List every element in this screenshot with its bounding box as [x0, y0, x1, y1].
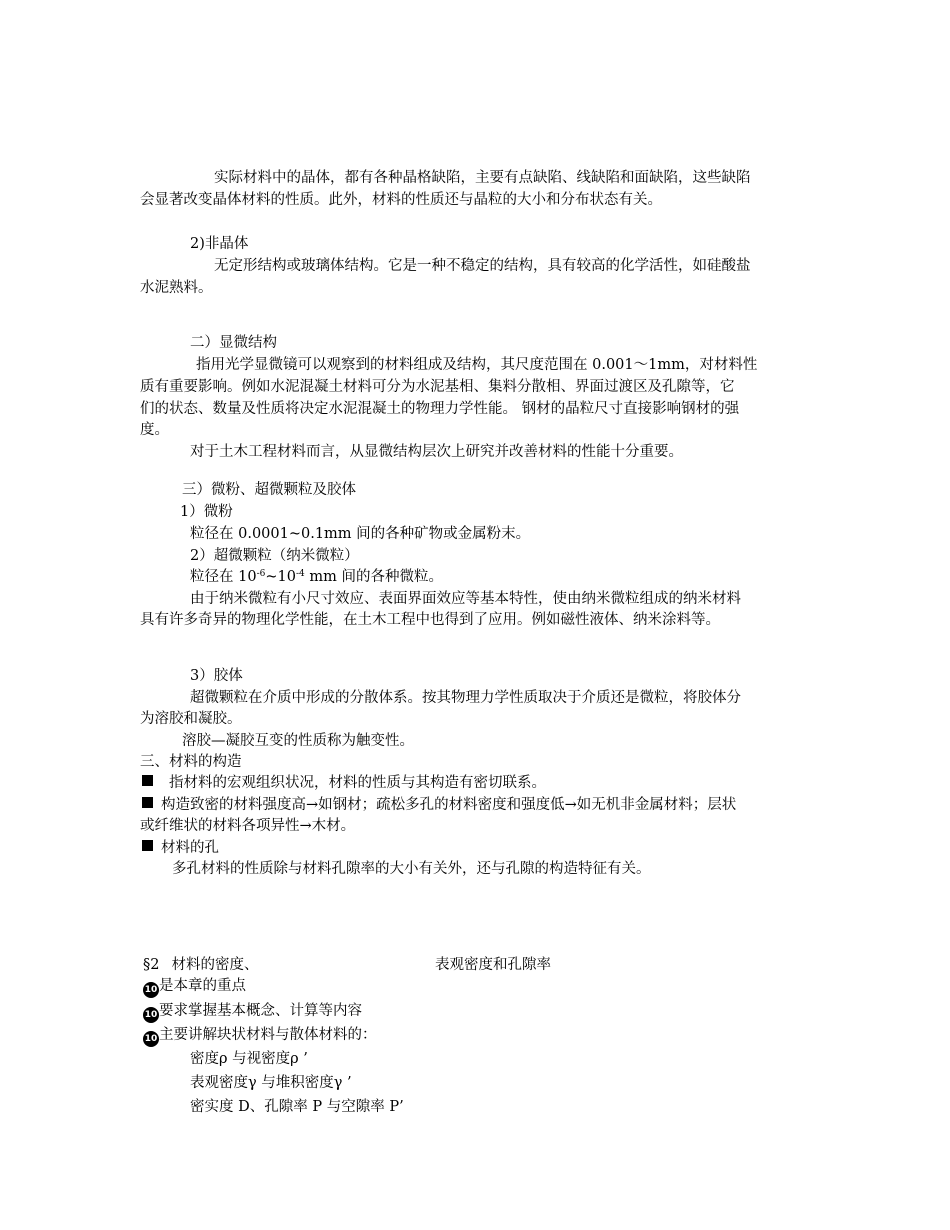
powder-sub2-text: 粒径在 $10^{-6}\sim 10^{-4}$ mm 间的各种微粒。 — [190, 569, 443, 585]
powder-sub2-heading: 2）超微颗粒（纳米微粒） — [190, 548, 359, 564]
square-bullet-icon — [142, 775, 153, 786]
nano-line-2: 具有许多奇异的物理化学性能，在土木工程中也得到了应用。例如磁性液体、纳米涂料等。 — [140, 612, 720, 628]
amorphous-line-1: 无定形结构或玻璃体结构。它是一种不稳定的结构，具有较高的化学活性，如硅酸盐 — [214, 258, 751, 274]
section-2-item-1: 10 是本章的重点 — [143, 976, 246, 998]
section-2-heading: §2 材料的密度、 — [143, 957, 259, 973]
microstructure-line-4: 度。 — [140, 422, 169, 438]
amorphous-line-2: 水泥熟料。 — [140, 280, 213, 296]
colloid-line-1: 超微颗粒在介质中形成的分散体系。按其物理力学性质取决于介质还是微粒，将胶体分 — [190, 690, 741, 706]
construct-bullet-3-text: 多孔材料的性质除与材料孔隙率的大小有关外，还与孔隙的构造特征有关。 — [172, 861, 651, 877]
section-2-item-3: 10 主要讲解块状材料与散体材料的： — [143, 1025, 377, 1047]
construct-heading: 三、材料的构造 — [140, 754, 242, 770]
construct-bullet-2-cont: 或纤维状的材料各项异性→木材。 — [140, 818, 356, 834]
colloid-line-2: 为溶胶和凝胶。 — [140, 711, 242, 727]
square-bullet-icon — [142, 797, 153, 808]
microstructure-line-5: 对于土木工程材料而言，从显微结构层次上研究并改善材料的性能十分重要。 — [190, 444, 683, 460]
circled-number-bullet-icon: 10 — [143, 982, 159, 998]
powder-sub1-heading: 1）微粉 — [180, 504, 233, 520]
circled-number-bullet-icon: 10 — [143, 1031, 159, 1047]
nano-line-1: 由于纳米微粒有小尺寸效应、表面界面效应等基本特性，使由纳米微粒组成的纳米材料 — [190, 591, 741, 607]
section-2-heading-cont: 表观密度和孔隙率 — [435, 957, 551, 973]
construct-bullet-1: 指材料的宏观组织状况，材料的性质与其构造有密切联系。 — [142, 773, 546, 793]
microstructure-line-2: 质有重要影响。例如水泥混凝土材料可分为水泥基相、集料分散相、界面过渡区及孔隙等，它 — [140, 379, 735, 395]
crystal-para-line-1: 实际材料中的晶体，都有各种晶格缺陷，主要有点缺陷、线缺陷和面缺陷，这些缺陷 — [214, 170, 751, 186]
circled-number-bullet-icon: 10 — [143, 1007, 159, 1023]
density-line-3: 密实度 D、孔隙率 P 与空隙率 P’ — [190, 1099, 404, 1115]
density-line-2: 表观密度γ 与堆积密度γ ’ — [190, 1075, 352, 1091]
construct-bullet-2: 构造致密的材料强度高→如钢材；疏松多孔的材料密度和强度低→如无机非金属材料；层状 — [142, 795, 736, 815]
colloid-heading: 3）胶体 — [190, 668, 243, 684]
powder-sub1-text: 粒径在 0.0001~0.1mm 间的各种矿物或金属粉末。 — [190, 526, 531, 542]
colloid-line-3: 溶胶—凝胶互变的性质称为触变性。 — [182, 733, 414, 749]
amorphous-heading: 2)非晶体 — [190, 236, 249, 252]
powder-heading: 三）微粉、超微颗粒及胶体 — [182, 482, 356, 498]
density-line-1: 密度ρ 与视密度ρ ’ — [190, 1051, 308, 1067]
microstructure-heading: 二）显微结构 — [190, 335, 277, 351]
square-bullet-icon — [142, 840, 153, 851]
microstructure-line-1: 指用光学显微镜可以观察到的材料组成及结构，其尺度范围在 0.001～1mm，对材料性 — [196, 357, 758, 373]
construct-bullet-3: 材料的孔 — [142, 838, 219, 858]
microstructure-line-3: 们的状态、数量及性质将决定水泥混凝土的物理力学性能。 钢材的晶粒尺寸直接影响钢材的强 — [140, 401, 740, 417]
crystal-para-line-2: 会显著改变晶体材料的性质。此外，材料的性质还与晶粒的大小和分布状态有关。 — [140, 192, 662, 208]
section-2-item-2: 10 要求掌握基本概念、计算等内容 — [143, 1001, 362, 1023]
